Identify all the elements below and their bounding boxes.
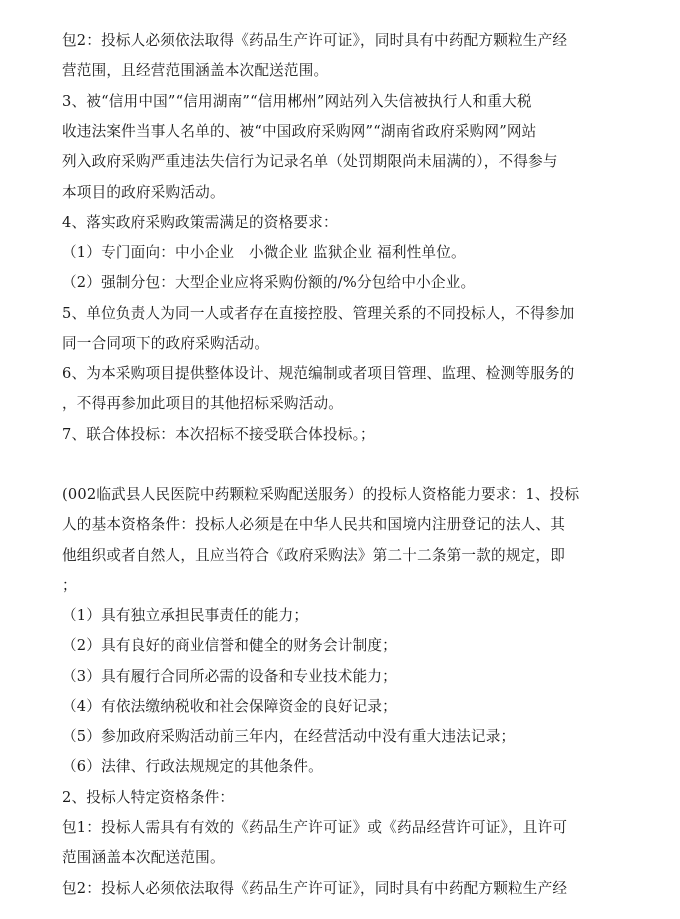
- text-line: 范围涵盖本次配送范围。: [62, 849, 225, 866]
- text-line: 收违法案件当事人名单的、被“中国政府采购网”“湖南省政府采购网”网站: [62, 123, 537, 140]
- text-line: 3、被“信用中国”“信用湖南”“信用郴州”网站列入失信被执行人和重大税: [62, 93, 532, 110]
- text-line: ；: [62, 577, 77, 594]
- text-line: 6、为本采购项目提供整体设计、规范编制或者项目管理、监理、检测等服务的: [62, 365, 575, 382]
- text-line: 他组织或者自然人，且应当符合《政府采购法》第二十二条第一款的规定，即: [62, 547, 565, 564]
- text-line: （1）专门面向：中小企业 小微企业 监狱企业 福利性单位。: [62, 244, 466, 261]
- text-line: （5）参加政府采购活动前三年内，在经营活动中没有重大违法记录；: [62, 728, 516, 745]
- text-line: 7、联合体投标：本次招标不接受联合体投标。；: [62, 426, 375, 443]
- text-line: （2）强制分包：大型企业应将采购份额的/%分包给中小企业。: [62, 274, 476, 291]
- text-line: （1）具有独立承担民事责任的能力；: [62, 607, 309, 624]
- text-line: （2）具有良好的商业信誉和健全的财务会计制度；: [62, 637, 397, 654]
- text-line: 包1：投标人需具有有效的《药品生产许可证》或《药品经营许可证》，且许可: [62, 819, 568, 836]
- text-line: （4）有依法缴纳税收和社会保障资金的良好记录；: [62, 698, 397, 715]
- text-line: ，不得再参加此项目的其他招标采购活动。: [62, 395, 344, 412]
- text-line: 列入政府采购严重违法失信行为记录名单（处罚期限尚未届满的），不得参与: [62, 153, 558, 170]
- text-line: 同一合同项下的政府采购活动。: [62, 335, 270, 352]
- text-line: 2、投标人特定资格条件：: [62, 789, 235, 806]
- text-line: 人的基本资格条件：投标人必须是在中华人民共和国境内注册登记的法人、其: [62, 516, 565, 533]
- text-line: 4、落实政府采购政策需满足的资格要求：: [62, 214, 338, 231]
- text-line: （6）法律、行政法规规定的其他条件。: [62, 758, 323, 775]
- text-line: 包2：投标人必须依法取得《药品生产许可证》，同时具有中药配方颗粒生产经: [62, 880, 568, 897]
- text-line: 包2：投标人必须依法取得《药品生产许可证》，同时具有中药配方颗粒生产经: [62, 32, 568, 49]
- text-line: (002临武县人民医院中药颗粒采购配送服务）的投标人资格能力要求：1、投标: [62, 486, 580, 503]
- text-line: 营范围，且经营范围涵盖本次配送范围。: [62, 62, 329, 79]
- text-line: （3）具有履行合同所必需的设备和专业技术能力；: [62, 668, 397, 685]
- text-line: 5、单位负责人为同一人或者存在直接控股、管理关系的不同投标人，不得参加: [62, 305, 575, 322]
- text-line: 本项目的政府采购活动。: [62, 184, 225, 201]
